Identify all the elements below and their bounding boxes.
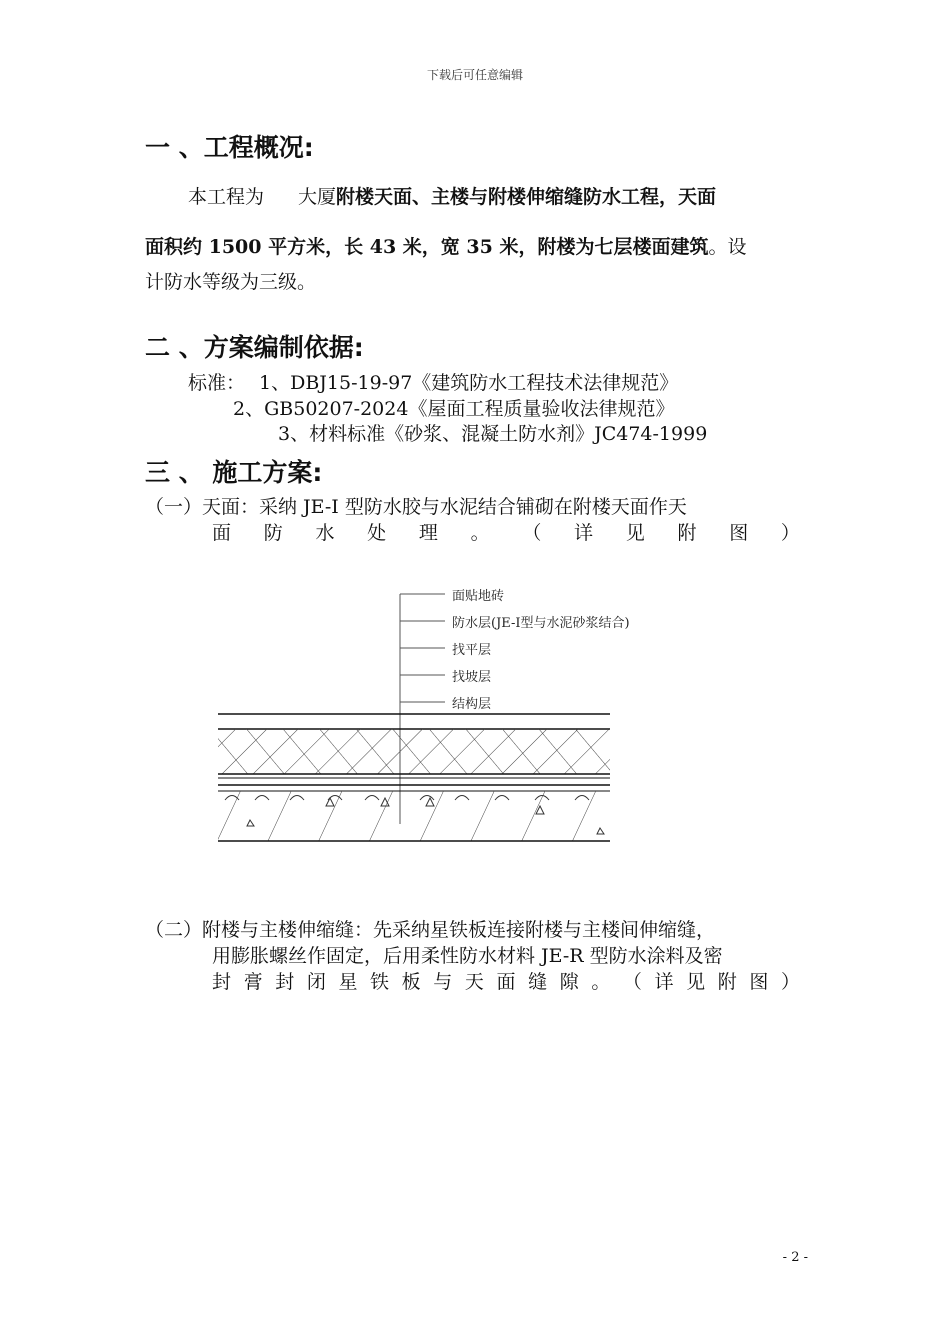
page-header: 下载后可任意编辑	[426, 68, 523, 82]
standard-item-2: 2、GB50207-2024《屋面工程质量验收法律规范》	[233, 398, 675, 420]
standard-item-3: 3、材料标准《砂浆、混凝土防水剂》JC474-1999	[278, 423, 708, 445]
spread-char: 图	[749, 971, 769, 993]
page-number: - 2 -	[782, 1250, 808, 1265]
spread-char: 面	[496, 971, 516, 993]
diagram-label: 结构层	[452, 697, 492, 712]
spread-char: 水	[315, 522, 335, 544]
spread-char: 处	[367, 522, 387, 544]
section-3-title: 三 、 施工方案:	[145, 458, 323, 487]
spread-char: 见	[625, 522, 645, 544]
spread-char: 附	[717, 971, 737, 993]
spread-char: 与	[433, 971, 453, 993]
spread-char: 图	[729, 522, 749, 544]
spread-char: 。	[470, 522, 490, 544]
line2-rest: 。设	[708, 236, 747, 258]
part-1-line-1: （一）天面：采纳 JE-Ⅰ 型防水胶与水泥结合铺砌在附楼天面作天	[145, 496, 687, 518]
spread-char: 天	[464, 971, 484, 993]
spread-char: ）	[780, 971, 800, 993]
spread-char: 封	[275, 971, 295, 993]
section-1-title: 一 、工程概况:	[145, 133, 314, 162]
diagram-label: 面贴地砖	[452, 589, 505, 604]
line2-bold: 面积约 1500 平方米，长 43 米，宽 35 米，附楼为七层楼面建筑	[145, 236, 709, 258]
spread-char: 铁	[370, 971, 390, 993]
line1-prefix: 本工程为	[188, 186, 265, 208]
spread-char: 。	[591, 971, 611, 993]
spread-char: 封	[212, 971, 232, 993]
spread-char: 附	[677, 522, 697, 544]
part-2-line-2: 用膨胀螺丝作固定，后用柔性防水材料 JE-R 型防水涂料及密	[212, 945, 723, 967]
part-2-line-1: （二）附楼与主楼伸缩缝：先采纳星铁板连接附楼与主楼间伸缩缝，	[145, 919, 716, 941]
spread-char: 理	[418, 522, 438, 544]
spread-char: 缝	[528, 971, 548, 993]
spread-char: ）	[780, 522, 800, 544]
line1-mid: 大厦	[298, 186, 337, 208]
spread-char: 星	[338, 971, 358, 993]
spread-char: （	[622, 971, 642, 993]
diagram-label: 找平层	[452, 643, 492, 658]
spread-char: 防	[263, 522, 283, 544]
section-1-line-3: 计防水等级为三级。	[145, 271, 317, 293]
spread-char: 面	[212, 522, 232, 544]
spread-char: 闭	[306, 971, 326, 993]
line1-bold: 附楼天面、主楼与附楼伸缩缝防水工程，天面	[336, 186, 717, 208]
spread-char: （	[522, 522, 542, 544]
spread-char: 见	[686, 971, 706, 993]
spread-char: 板	[401, 971, 421, 993]
spread-char: 详	[574, 522, 594, 544]
section-2-title: 二 、方案编制依据:	[145, 333, 364, 362]
diagram-label: 防水层(JE-Ⅰ型与水泥砂浆结合)	[452, 616, 630, 631]
standards-label: 标准：	[188, 372, 246, 394]
spread-char: 膏	[243, 971, 263, 993]
standard-item-1: 1、DBJ15-19-97《建筑防水工程技术法律规范》	[259, 372, 679, 394]
diagram-label: 找坡层	[452, 670, 492, 685]
spread-char: 隙	[559, 971, 579, 993]
part-2-line-3	[212, 967, 800, 994]
spread-char: 详	[654, 971, 674, 993]
